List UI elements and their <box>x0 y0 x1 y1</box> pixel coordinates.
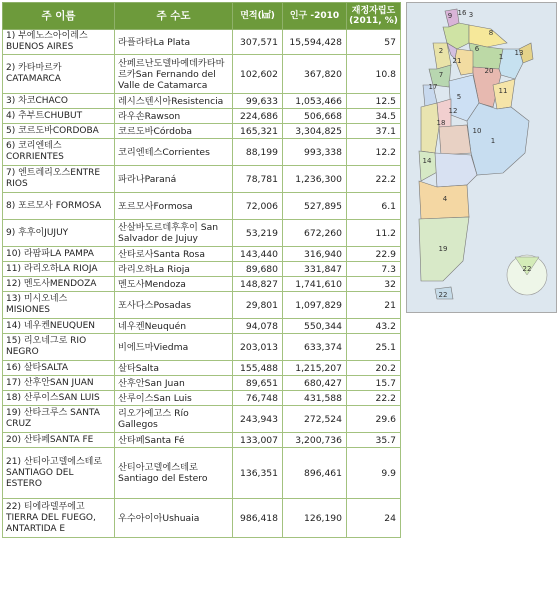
map-province-label: 9 <box>447 12 453 20</box>
fiscal-cell: 12.2 <box>347 139 401 166</box>
table-row <box>3 292 401 319</box>
area-cell: 143,440 <box>233 247 283 262</box>
population-cell: 993,338 <box>283 139 347 166</box>
province-name-cell: 13) 미시오네스 MISIONES <box>3 292 115 319</box>
population-cell: 680,427 <box>283 376 347 391</box>
map-province-label: 19 <box>438 245 448 253</box>
province-name-cell: 15) 리오네그로 RIO NEGRO <box>3 334 115 361</box>
province-name-cell: 3) 차코CHACO <box>3 94 115 109</box>
capital-cell: 포사다스Posadas <box>115 292 233 319</box>
map-province-label: 22 <box>522 265 532 273</box>
area-cell: 99,633 <box>233 94 283 109</box>
map-province-label: 2 <box>438 47 444 55</box>
fiscal-cell: 43.2 <box>347 319 401 334</box>
map-province-label: 13 <box>514 49 524 57</box>
header-population: 인구 -2010 <box>283 3 347 30</box>
table-row <box>3 376 401 391</box>
map-province-label: 1 <box>498 53 504 61</box>
map-province-label: 16 <box>457 9 467 17</box>
fiscal-cell: 10.8 <box>347 55 401 94</box>
population-cell: 3,304,825 <box>283 124 347 139</box>
table-row <box>3 391 401 406</box>
fiscal-cell: 57 <box>347 30 401 55</box>
fiscal-cell: 37.1 <box>347 124 401 139</box>
fiscal-cell: 21 <box>347 292 401 319</box>
area-cell: 224,686 <box>233 109 283 124</box>
map-province-label: 12 <box>448 107 458 115</box>
area-cell: 307,571 <box>233 30 283 55</box>
header-province: 주 이름 <box>3 3 115 30</box>
province-name-cell: 16) 살타SALTA <box>3 361 115 376</box>
population-cell: 331,847 <box>283 262 347 277</box>
area-cell: 88,199 <box>233 139 283 166</box>
province-name-cell: 5) 코르도바CORDOBA <box>3 124 115 139</box>
table-row <box>3 139 401 166</box>
province-name-cell: 21) 산티아고델에스테로 SANTIAGO DEL ESTERO <box>3 448 115 499</box>
capital-cell: 우수아이아Ushuaia <box>115 499 233 538</box>
table-row <box>3 220 401 247</box>
population-cell: 1,053,466 <box>283 94 347 109</box>
area-cell: 76,748 <box>233 391 283 406</box>
map-province-label: 4 <box>442 195 448 203</box>
province-name-cell: 2) 카타마르카 CATAMARCA <box>3 55 115 94</box>
table-row <box>3 193 401 220</box>
map-province-label: 1 <box>490 137 496 145</box>
capital-cell: 멘도사Mendoza <box>115 277 233 292</box>
province-name-cell: 14) 네우켄NEUQUEN <box>3 319 115 334</box>
area-cell: 133,007 <box>233 433 283 448</box>
table-row <box>3 124 401 139</box>
province-table-container <box>2 2 400 538</box>
population-cell: 316,940 <box>283 247 347 262</box>
area-cell: 165,321 <box>233 124 283 139</box>
area-cell: 89,651 <box>233 376 283 391</box>
capital-cell: 산살바도르데후후이 San Salvador de Jujuy <box>115 220 233 247</box>
area-cell: 136,351 <box>233 448 283 499</box>
population-cell: 272,524 <box>283 406 347 433</box>
table-header-row <box>3 3 401 30</box>
header-capital: 주 수도 <box>115 3 233 30</box>
area-cell: 94,078 <box>233 319 283 334</box>
map-province-label: 11 <box>498 87 508 95</box>
map-province-label: 10 <box>472 127 482 135</box>
area-cell: 72,006 <box>233 193 283 220</box>
population-cell: 1,097,829 <box>283 292 347 319</box>
area-cell: 243,943 <box>233 406 283 433</box>
province-name-cell: 8) 포르모사 FORMOSA <box>3 193 115 220</box>
population-cell: 1,741,610 <box>283 277 347 292</box>
table-row <box>3 277 401 292</box>
table-row <box>3 361 401 376</box>
province-name-cell: 22) 티에라델푸에고 TIERRA DEL FUEGO, ANTARTIDA E <box>3 499 115 538</box>
fiscal-cell: 22.2 <box>347 391 401 406</box>
province-name-cell: 7) 엔트레리오스ENTRE RIOS <box>3 166 115 193</box>
fiscal-cell: 15.7 <box>347 376 401 391</box>
fiscal-cell: 7.3 <box>347 262 401 277</box>
table-row <box>3 319 401 334</box>
fiscal-cell: 12.5 <box>347 94 401 109</box>
province-name-cell: 6) 코리엔테스 CORRIENTES <box>3 139 115 166</box>
table-row <box>3 109 401 124</box>
province-mendoza <box>421 103 439 153</box>
population-cell: 1,215,207 <box>283 361 347 376</box>
map-province-label: 7 <box>438 71 444 79</box>
table-row <box>3 166 401 193</box>
population-cell: 672,260 <box>283 220 347 247</box>
province-name-cell: 10) 라팜파LA PAMPA <box>3 247 115 262</box>
area-cell: 155,488 <box>233 361 283 376</box>
capital-cell: 파라나Paraná <box>115 166 233 193</box>
map-province-label: 8 <box>488 29 494 37</box>
table-row <box>3 334 401 361</box>
fiscal-cell: 29.6 <box>347 406 401 433</box>
province-name-cell: 11) 라리오하LA RIOJA <box>3 262 115 277</box>
table-row <box>3 499 401 538</box>
population-cell: 3,200,736 <box>283 433 347 448</box>
map-province-label: 17 <box>428 83 438 91</box>
table-row <box>3 448 401 499</box>
area-cell: 29,801 <box>233 292 283 319</box>
population-cell: 896,461 <box>283 448 347 499</box>
fiscal-cell: 34.5 <box>347 109 401 124</box>
map-province-label: 21 <box>452 57 462 65</box>
table-row <box>3 55 401 94</box>
table-row <box>3 94 401 109</box>
province-name-cell: 17) 산후안SAN JUAN <box>3 376 115 391</box>
fiscal-cell: 22.2 <box>347 166 401 193</box>
capital-cell: 레시스텐시아Resistencia <box>115 94 233 109</box>
area-cell: 78,781 <box>233 166 283 193</box>
province-rio-negro <box>435 153 477 187</box>
province-name-cell: 19) 산타크루스 SANTA CRUZ <box>3 406 115 433</box>
province-name-cell: 1) 부에노스아이레스 BUENOS AIRES <box>3 30 115 55</box>
capital-cell: 산페르난도델바예데카타마르카San Fernando del Valle de Catamarca <box>115 55 233 94</box>
fiscal-cell: 11.2 <box>347 220 401 247</box>
capital-cell: 라우손Rawson <box>115 109 233 124</box>
table-row <box>3 406 401 433</box>
capital-cell: 살타Salta <box>115 361 233 376</box>
population-cell: 126,190 <box>283 499 347 538</box>
header-fiscal-independence: 재정자립도 (2011, %) <box>347 3 401 30</box>
table-row <box>3 30 401 55</box>
fiscal-cell: 24 <box>347 499 401 538</box>
province-name-cell: 9) 후후이JUJUY <box>3 220 115 247</box>
area-cell: 203,013 <box>233 334 283 361</box>
population-cell: 15,594,428 <box>283 30 347 55</box>
population-cell: 506,668 <box>283 109 347 124</box>
map-svg <box>407 3 556 312</box>
map-province-label: 6 <box>474 45 480 53</box>
population-cell: 367,820 <box>283 55 347 94</box>
fiscal-cell: 25.1 <box>347 334 401 361</box>
population-cell: 527,895 <box>283 193 347 220</box>
fiscal-cell: 9.9 <box>347 448 401 499</box>
table-row <box>3 247 401 262</box>
capital-cell: 네우켄Neuquén <box>115 319 233 334</box>
province-la-pampa <box>439 125 471 155</box>
map-province-label: 3 <box>468 11 474 19</box>
capital-cell: 코르도바Córdoba <box>115 124 233 139</box>
population-cell: 550,344 <box>283 319 347 334</box>
fiscal-cell: 32 <box>347 277 401 292</box>
area-cell: 148,827 <box>233 277 283 292</box>
capital-cell: 산타로사Santa Rosa <box>115 247 233 262</box>
fiscal-cell: 6.1 <box>347 193 401 220</box>
province-name-cell: 4) 추부트CHUBUT <box>3 109 115 124</box>
capital-cell: 비에드마Viedma <box>115 334 233 361</box>
header-area: 면적(㎢) <box>233 3 283 30</box>
map-province-label: 18 <box>436 119 446 127</box>
area-cell: 986,418 <box>233 499 283 538</box>
province-table <box>2 2 401 538</box>
province-name-cell: 20) 산타페SANTA FE <box>3 433 115 448</box>
table-row <box>3 433 401 448</box>
fiscal-cell: 22.9 <box>347 247 401 262</box>
population-cell: 633,374 <box>283 334 347 361</box>
capital-cell: 산후안San Juan <box>115 376 233 391</box>
province-name-cell: 12) 멘도사MENDOZA <box>3 277 115 292</box>
province-name-cell: 18) 산루이스SAN LUIS <box>3 391 115 406</box>
capital-cell: 리오가예고스 Río Gallegos <box>115 406 233 433</box>
capital-cell: 라리오하La Rioja <box>115 262 233 277</box>
capital-cell: 산루이스San Luis <box>115 391 233 406</box>
population-cell: 1,236,300 <box>283 166 347 193</box>
capital-cell: 라플라타La Plata <box>115 30 233 55</box>
capital-cell: 산타페Santa Fé <box>115 433 233 448</box>
map-province-label: 14 <box>422 157 432 165</box>
fiscal-cell: 35.7 <box>347 433 401 448</box>
argentina-province-map <box>406 2 557 313</box>
area-cell: 53,219 <box>233 220 283 247</box>
area-cell: 89,680 <box>233 262 283 277</box>
table-row <box>3 262 401 277</box>
capital-cell: 포르모사Formosa <box>115 193 233 220</box>
province-buenos-aires <box>467 103 529 175</box>
map-province-label: 22 <box>438 291 448 299</box>
population-cell: 431,588 <box>283 391 347 406</box>
capital-cell: 산티아고델에스테로 Santiago del Estero <box>115 448 233 499</box>
area-cell: 102,602 <box>233 55 283 94</box>
fiscal-cell: 20.2 <box>347 361 401 376</box>
map-province-label: 20 <box>484 67 494 75</box>
capital-cell: 코리엔테스Corrientes <box>115 139 233 166</box>
map-province-label: 5 <box>456 93 462 101</box>
